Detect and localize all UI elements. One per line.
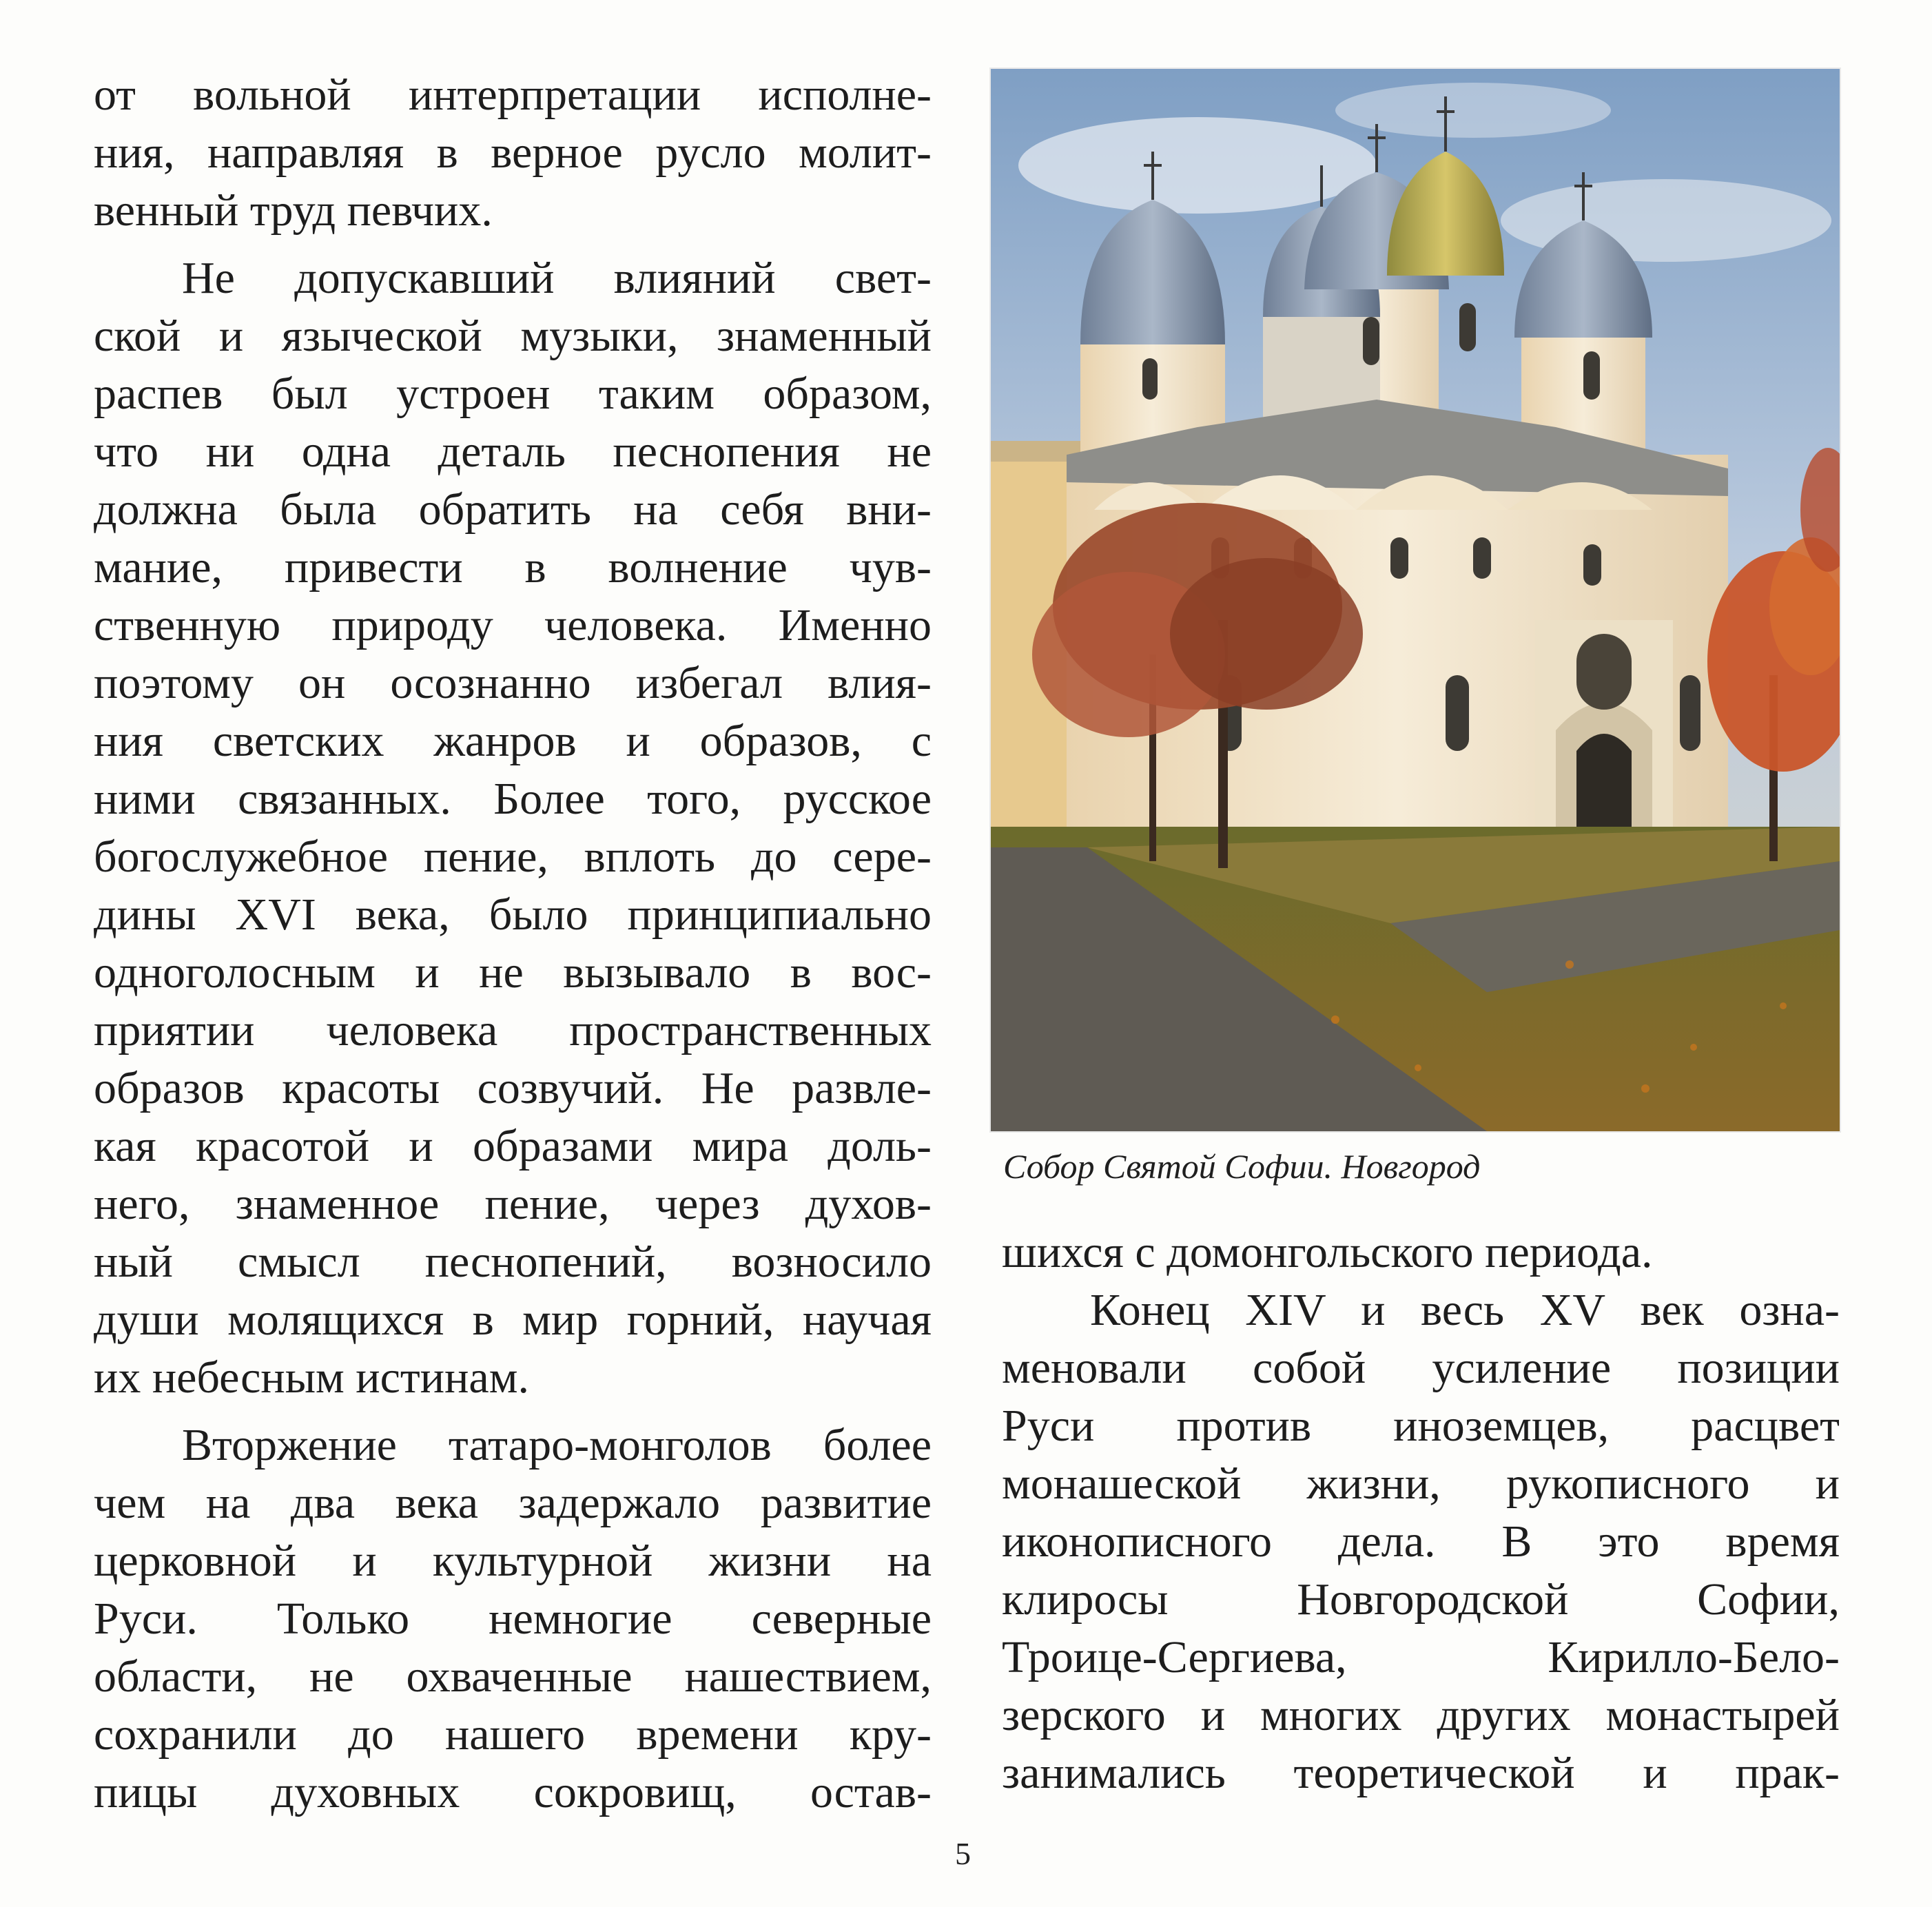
text-line: богослужебное пение, вплоть до сере-	[94, 832, 932, 882]
text-line: души молящихся в мир горний, научая	[94, 1295, 932, 1345]
text-line: иконописного дела. В это время	[1002, 1516, 1840, 1567]
text-line: ный смысл песнопений, возносило	[94, 1237, 932, 1287]
text-line: что ни одна деталь песнопения не	[94, 426, 932, 477]
text-line: ственную природу человека. Именно	[94, 600, 932, 650]
text-line: кая красотой и образами мира доль-	[94, 1121, 932, 1171]
text-line: клиросы Новгородской Софии,	[1002, 1574, 1840, 1625]
text-line: занимались теоретической и прак-	[1002, 1748, 1840, 1798]
text-line: Руси против иноземцев, расцвет	[1002, 1401, 1840, 1451]
cathedral-illustration	[991, 69, 1840, 1131]
text-line: их небесным истинам.	[94, 1352, 529, 1403]
text-line: венный труд певчих.	[94, 185, 493, 236]
text-line: дины XVI века, было принципиально	[94, 889, 932, 940]
figure-caption: Собор Святой Софии. Новгород	[1003, 1147, 1481, 1186]
text-line: монашеской жизни, рукописного и	[1002, 1458, 1840, 1509]
text-line: него, знаменное пение, через духов-	[94, 1179, 932, 1229]
text-line: церковной и культурной жизни на	[94, 1536, 932, 1586]
page-number: 5	[955, 1836, 971, 1871]
text-line: Руси. Только немногие северные	[94, 1594, 932, 1644]
paragraph-first-line: Конец XIV и весь XV век озна-	[1090, 1285, 1840, 1335]
text-line: шихся с домонгольского периода.	[1002, 1227, 1653, 1277]
text-line: распев был устроен таким образом,	[94, 369, 932, 419]
text-line: чем на два века задержало развитие	[94, 1478, 932, 1528]
text-line: ния светских жанров и образов, с	[94, 716, 932, 766]
paragraph-first-line: Не допускавший влияний свет-	[182, 253, 932, 303]
paragraph-first-line: Вторжение татаро-монголов более	[182, 1420, 932, 1470]
text-line: ния, направляя в верное русло молит-	[94, 127, 932, 178]
text-line: сохранили до нашего времени кру-	[94, 1709, 932, 1760]
text-line: поэтому он осознанно избегал влия-	[94, 658, 932, 708]
text-line: должна была обратить на себя вни-	[94, 484, 932, 535]
text-line: приятии человека пространственных	[94, 1005, 932, 1055]
text-line: пицы духовных сокровищ, остав-	[94, 1767, 932, 1817]
text-line: Троице-Сергиева, Кирилло-Бело-	[1002, 1632, 1840, 1682]
text-line: одноголосным и не вызывало в вос-	[94, 947, 932, 998]
cathedral-photo	[989, 68, 1841, 1133]
text-line: от вольной интерпретации исполне-	[94, 70, 932, 120]
left-text-column	[94, 66, 932, 1822]
right-text-column	[1002, 1224, 1840, 1802]
text-line: ской и языческой музыки, знаменный	[94, 311, 932, 361]
text-line: зерского и многих других монастырей	[1002, 1690, 1840, 1740]
text-line: мание, привести в волнение чув-	[94, 542, 932, 592]
text-line: меновали собой усиление позиции	[1002, 1343, 1840, 1393]
text-line: образов красоты созвучий. Не развле-	[94, 1063, 932, 1113]
text-line: ними связанных. Более того, русское	[94, 774, 932, 824]
text-line: области, не охваченные нашествием,	[94, 1651, 932, 1702]
